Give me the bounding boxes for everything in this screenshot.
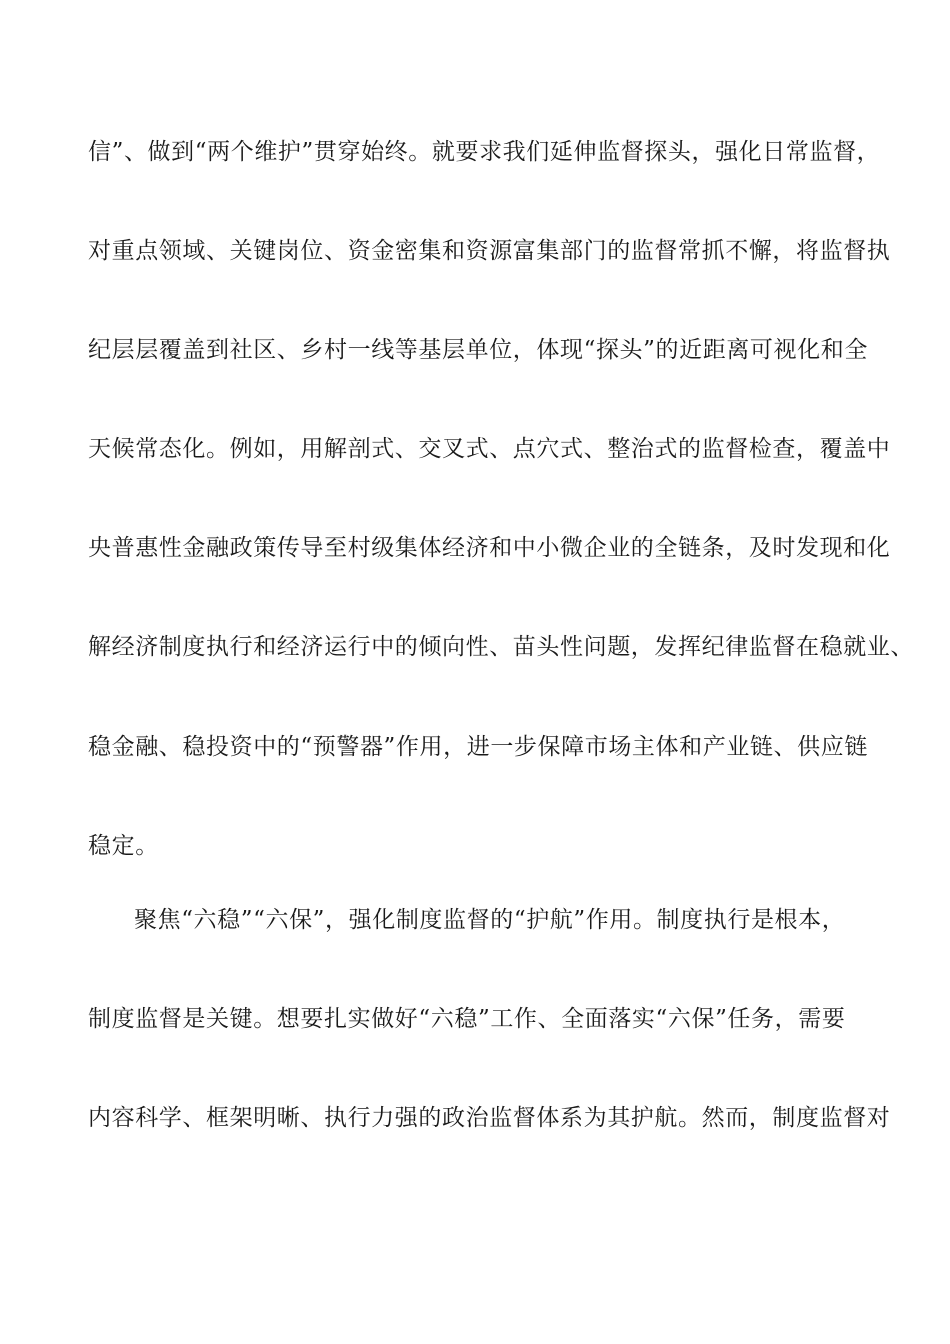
paragraph-line: 内容科学、框架明晰、执行力强的政治监督体系为其护航。然而，制度监督对 bbox=[88, 1105, 891, 1131]
paragraph-line: 央普惠性金融政策传导至村级集体经济和中小微企业的全链条，及时发现和化 bbox=[88, 535, 891, 561]
paragraph-line: 纪层层覆盖到社区、乡村一线等基层单位，体现“探头”的近距离可视化和全 bbox=[88, 337, 868, 363]
paragraph-line: 稳金融、稳投资中的“预警器”作用，进一步保障市场主体和产业链、供应链 bbox=[88, 734, 868, 760]
paragraph-line: 对重点领域、关键岗位、资金密集和资源富集部门的监督常抓不懈，将监督执 bbox=[88, 238, 891, 264]
paragraph-line: 天候常态化。例如，用解剖式、交叉式、点穴式、整治式的监督检查，覆盖中 bbox=[88, 436, 891, 462]
paragraph-line: 制度监督是关键。想要扎实做好“六稳”工作、全面落实“六保”任务，需要 bbox=[88, 1006, 846, 1032]
paragraph-first-line: 聚焦“六稳”“六保”，强化制度监督的“护航”作用。制度执行是根本， bbox=[134, 907, 846, 933]
paragraph-line: 稳定。 bbox=[88, 833, 159, 859]
paragraph-line: 信”、做到“两个维护”贯穿始终。就要求我们延伸监督探头，强化日常监督， bbox=[88, 139, 881, 165]
paragraph-line: 解经济制度执行和经济运行中的倾向性、苗头性问题，发挥纪律监督在稳就业、 bbox=[88, 634, 914, 660]
